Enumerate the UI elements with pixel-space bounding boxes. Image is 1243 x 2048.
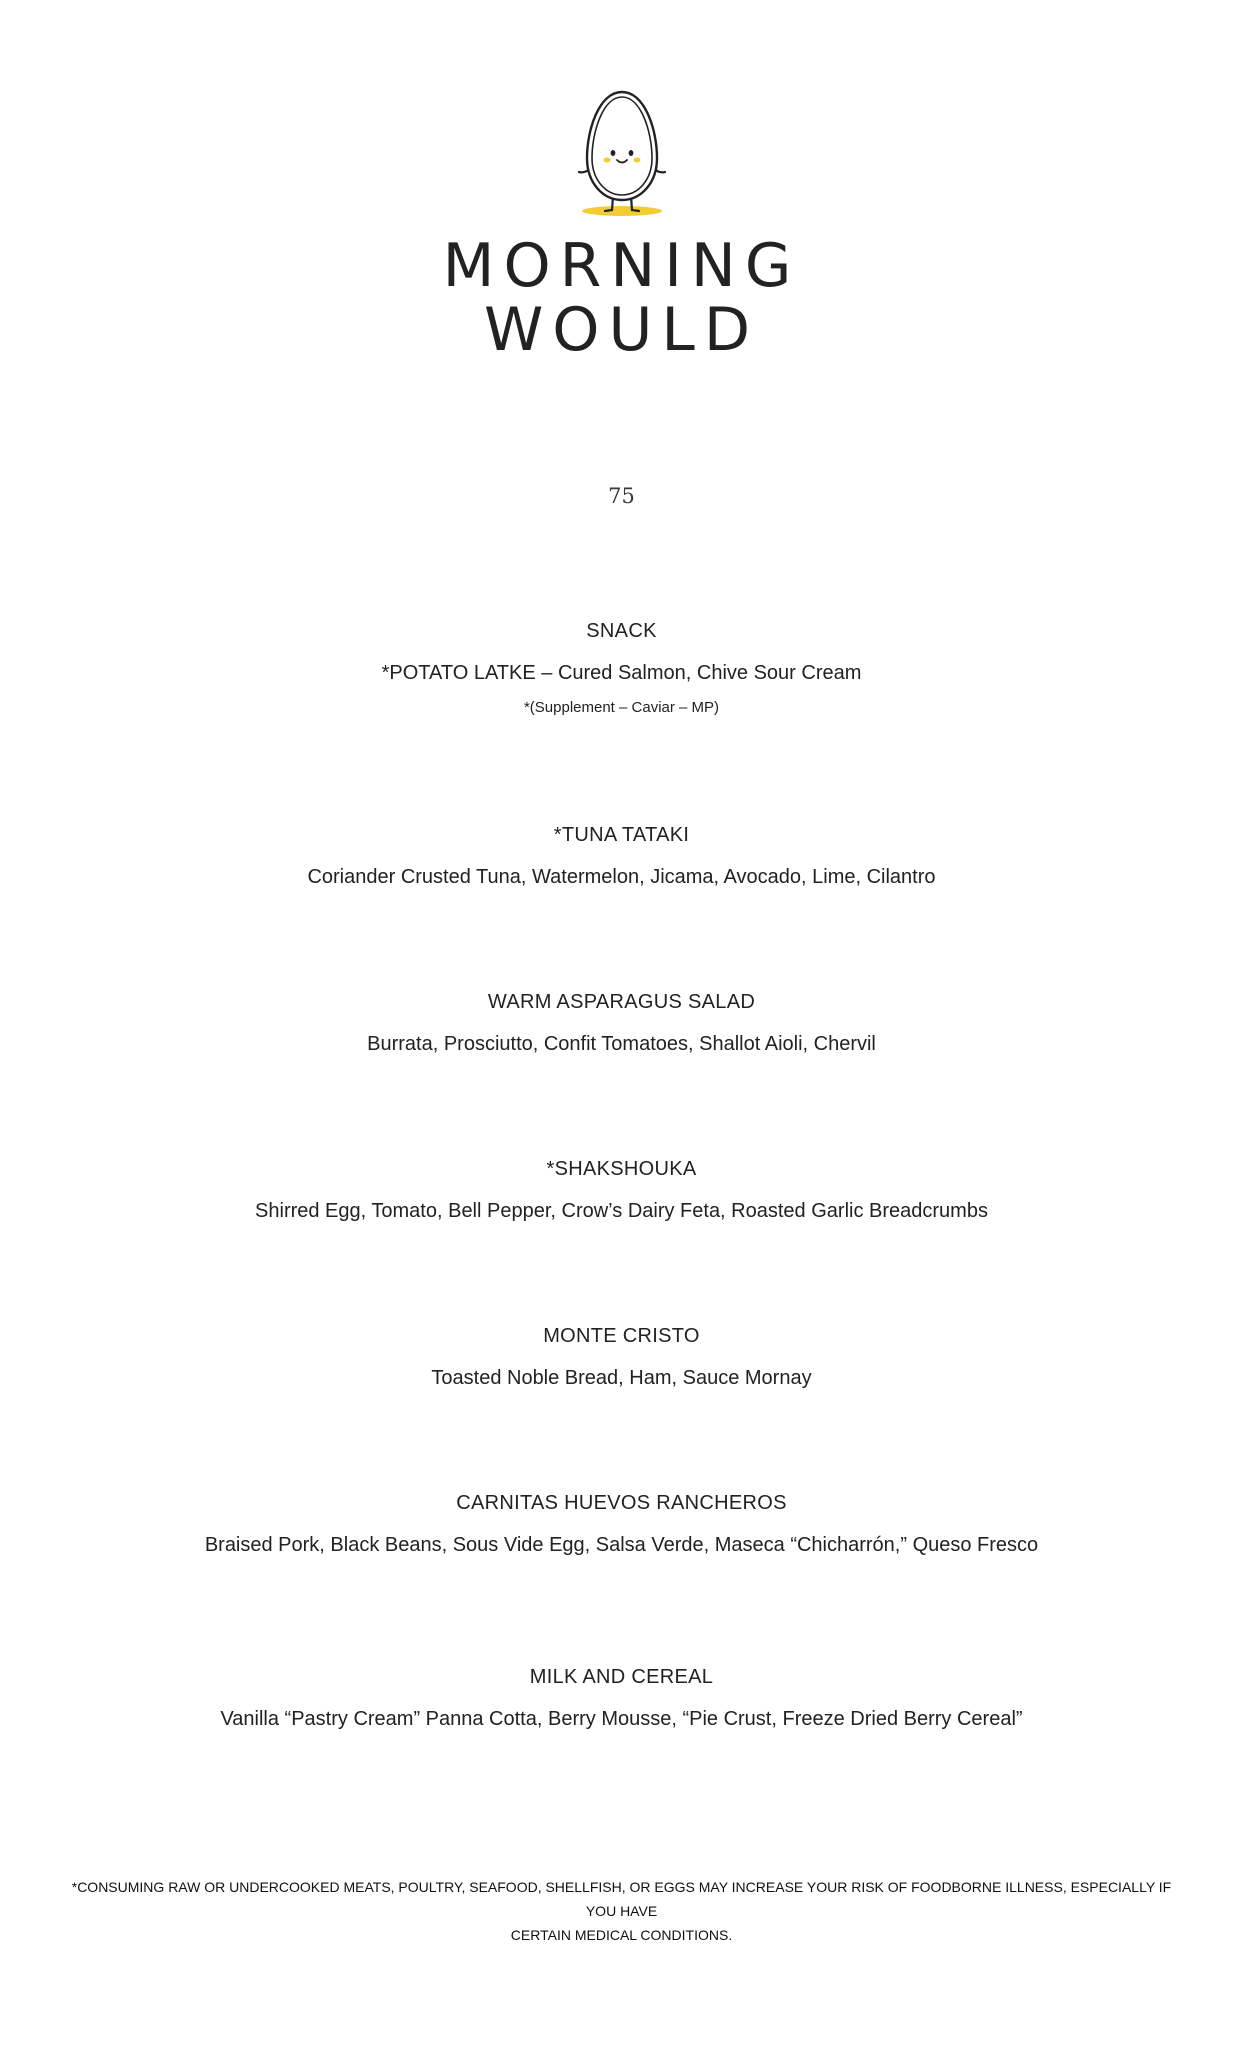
course-title: *SHAKSHOUKA	[546, 1158, 697, 1180]
logo	[0, 88, 1243, 218]
egg-mascot-icon	[557, 88, 687, 218]
course-description: *POTATO LATKE – Cured Salmon, Chive Sour Cream	[381, 662, 862, 684]
course-description: Burrata, Prosciutto, Confit Tomatoes, Shallot Aioli, Chervil	[367, 1033, 876, 1055]
course-title: MILK AND CEREAL	[529, 1666, 714, 1688]
course-tuna-tataki	[0, 822, 1243, 890]
course-description: Vanilla “Pastry Cream” Panna Cotta, Berry Mousse, “Pie Crust, Freeze Dried Berry Cereal”	[220, 1708, 1023, 1730]
course-warm-asparagus-salad	[0, 989, 1243, 1057]
course-milk-and-cereal	[0, 1664, 1243, 1732]
course-description: Coriander Crusted Tuna, Watermelon, Jicama, Avocado, Lime, Cilantro	[307, 866, 936, 888]
course-title: CARNITAS HUEVOS RANCHEROS	[456, 1492, 787, 1514]
course-shakshouka	[0, 1156, 1243, 1224]
course-note: *(Supplement – Caviar – MP)	[523, 699, 720, 716]
course-title: MONTE CRISTO	[543, 1325, 700, 1347]
course-title: WARM ASPARAGUS SALAD	[487, 991, 756, 1013]
brand-name-line1: MORNING	[442, 231, 801, 301]
course-description: Toasted Noble Bread, Ham, Sauce Mornay	[431, 1367, 812, 1389]
food-safety-disclaimer	[60, 1875, 1183, 1947]
course-carnitas-huevos-rancheros	[0, 1490, 1243, 1558]
disclaimer-line: CERTAIN MEDICAL CONDITIONS.	[510, 1927, 733, 1943]
course-description: Shirred Egg, Tomato, Bell Pepper, Crow’s Dairy Feta, Roasted Garlic Breadcrumbs	[255, 1200, 988, 1222]
course-monte-cristo	[0, 1323, 1243, 1391]
course-description: Braised Pork, Black Beans, Sous Vide Egg, Salsa Verde, Maseca “Chicharrón,” Queso Fresco	[204, 1534, 1039, 1556]
course-title: *TUNA TATAKI	[553, 824, 690, 846]
course-snack	[0, 618, 1243, 718]
brand-name-line2: WOULD	[483, 295, 760, 365]
disclaimer-line: *CONSUMING RAW OR UNDERCOOKED MEATS, POULTRY, SEAFOOD, SHELLFISH, OR EGGS MAY INCREASE YOUR RISK OF FOODBORNE ILLNESS, ESPECIALLY IF YOU HAVE	[71, 1879, 1172, 1919]
course-title: SNACK	[586, 620, 657, 642]
menu-price: 75	[608, 484, 635, 508]
